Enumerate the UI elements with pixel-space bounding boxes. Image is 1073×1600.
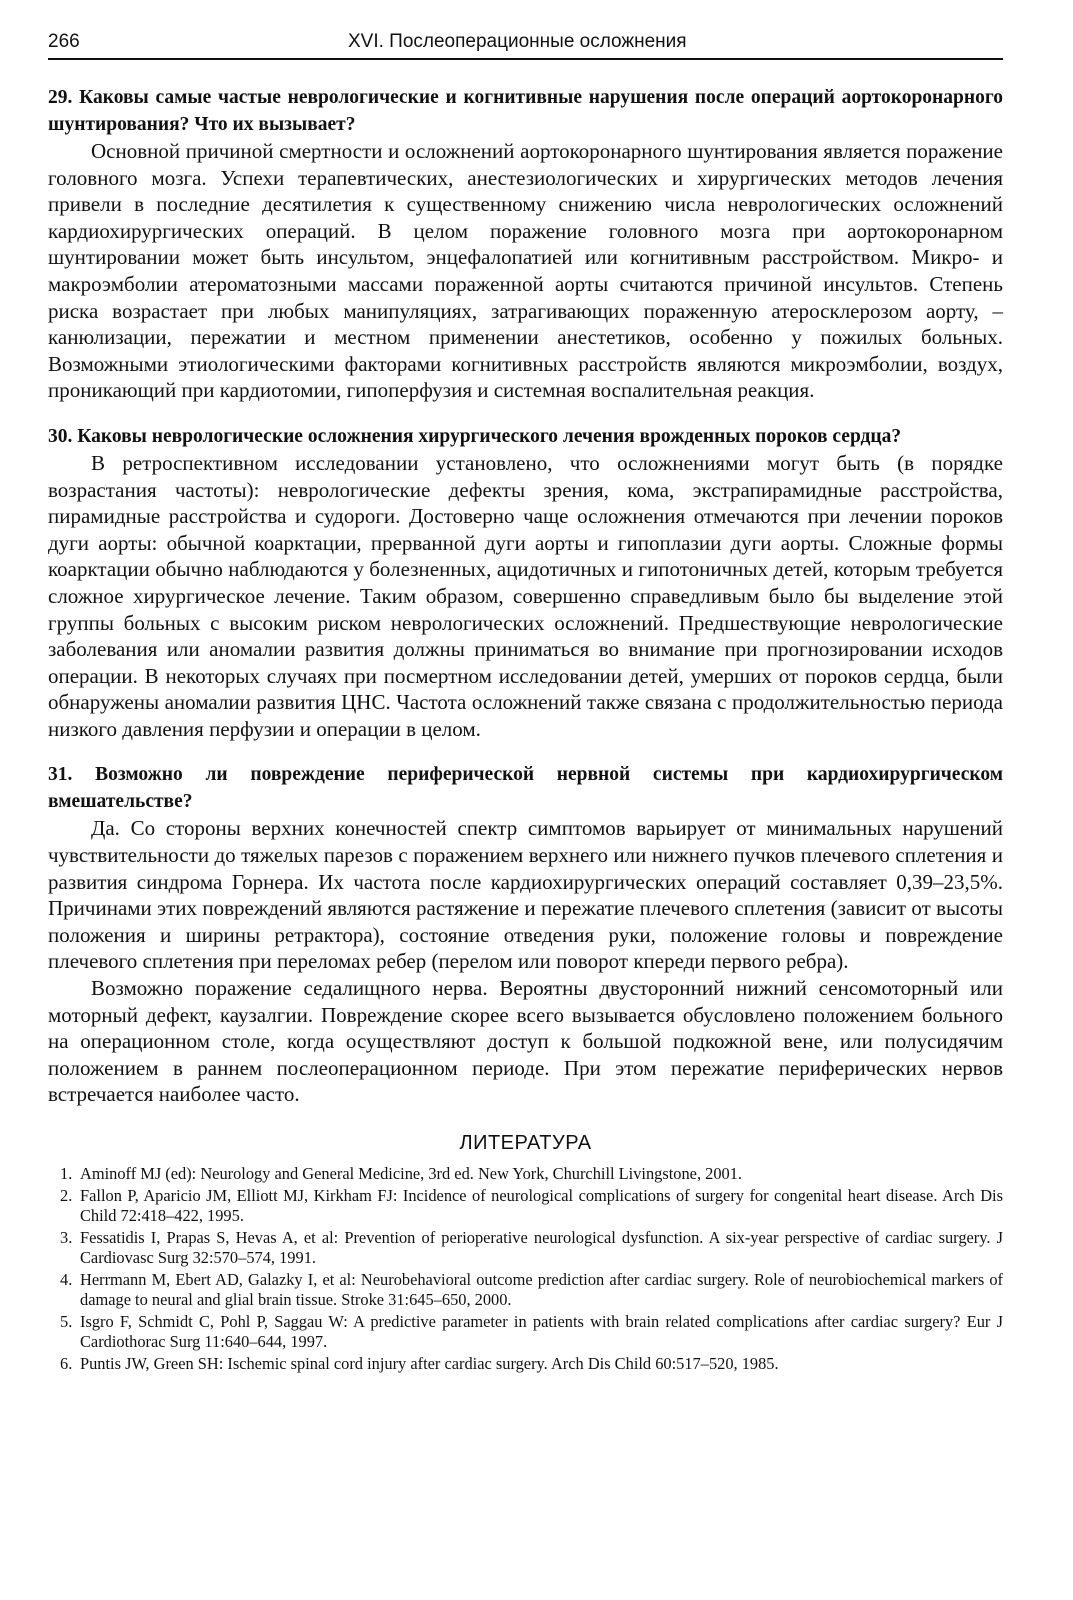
reference-item: [48, 1164, 1003, 1184]
reference-item: [48, 1186, 1003, 1226]
reference-text: Fallon P, Aparicio JM, Elliott MJ, Kirkham FJ: Incidence of neurological complications of surgery for congenital heart disease. Arch Dis Child 72:418–422, 1995.: [80, 1186, 1003, 1225]
question-heading: 30. Каковы неврологические осложнения хирургического лечения врожденных пороков сердца?: [48, 425, 902, 447]
reference-number: 1.: [60, 1164, 73, 1183]
answer-paragraph: Основной причиной смертности и осложнений аортокоронарного шунтирования является поражение головного мозга. Успехи терапевтических, анестезиологических и хирургических методов лечения привели в последние десятилетия к существенному снижению числа неврологических осложнений кардиохирургических операций. В целом поражение головного мозга при аортокоронарном шунтировании может быть инсультом, энцефалопатией или когнитивным расстройством. Микро- и макроэмболии атероматозными массами пораженной аорты считаются причиной инсультов. Степень риска возрастает при любых манипуляциях, затрагивающих пораженную атеросклерозом аорту, – канюлизации, пережатии и местном применении анестетиков, особенно у пожилых больных. Возможными этиологическими факторами когнитивных расстройств являются микроэмболии, воздух, проникающий при кардиотомии, гипоперфузия и системная воспалительная реакция.: [48, 139, 1003, 403]
reference-item: [48, 1270, 1003, 1310]
question-heading: 31. Возможно ли повреждение периферической нервной системы при кардиохирургическом вмешательстве?: [48, 764, 1003, 813]
answer-paragraph: Да. Со стороны верхних конечностей спектр симптомов варьирует от минимальных нарушений чувствительности до тяжелых парезов с поражением верхнего или нижнего пучков плечевого сплетения и развития синдрома Горнера. Их частота после кардиохирургических операций составляет 0,39–23,5%. Причинами этих повреждений являются растяжение и пережатие плечевого сплетения (зависит от высоты положения и ширины ретрактора), состояние отведения руки, положение головы и повреждение плечевого сплетения при переломах ребер (перелом или поворот кпереди первого ребра).: [48, 816, 1003, 974]
reference-item: [48, 1312, 1003, 1352]
page-number: 266: [48, 31, 80, 52]
reference-number: 6.: [60, 1354, 73, 1373]
reference-number: 2.: [60, 1186, 73, 1205]
reference-number: 3.: [60, 1228, 73, 1247]
chapter-title: XVI. Послеоперационные осложнения: [348, 31, 687, 52]
reference-text: Herrmann M, Ebert AD, Galazky I, et al: Neurobehavioral outcome prediction after cardiac surgery. Role of neurobiochemical markers of damage to neural and glial brain tissue. Stroke 31:645–650, 2000.: [80, 1270, 1003, 1309]
running-head: [48, 30, 1003, 60]
answer-paragraph: Возможно поражение седалищного нерва. Вероятны двусторонний нижний сенсомоторный или моторный дефект, каузалгии. Повреждение скорее всего вызывается обусловлено положением больного на операционном столе, когда осуществляют доступ к большой подкожной вене, или полусидячим положением в раннем послеоперационном периоде. При этом пережатие периферических нервов встречается наиболее часто.: [48, 976, 1003, 1107]
reference-number: 5.: [60, 1312, 73, 1331]
reference-text: Aminoff MJ (ed): Neurology and General Medicine, 3rd ed. New York, Churchill Livingstone, 2001.: [80, 1164, 743, 1183]
section-29: [48, 84, 1003, 404]
reference-item: [48, 1228, 1003, 1268]
references-section: [48, 1130, 1003, 1374]
section-30: [48, 423, 1003, 743]
reference-number: 4.: [60, 1270, 73, 1289]
references-list: [48, 1164, 1003, 1374]
question-heading: 29. Каковы самые частые неврологические и когнитивные нарушения после операций аортокоронарного шунтирования? Что их вызывает?: [48, 87, 1003, 135]
reference-text: Puntis JW, Green SH: Ischemic spinal cord injury after cardiac surgery. Arch Dis Child 60:517–520, 1985.: [80, 1354, 779, 1373]
section-31: [48, 761, 1003, 1108]
reference-text: Fessatidis I, Prapas S, Hevas A, et al: Prevention of perioperative neurological dysfunction. A six-year perspective of cardiac surgery. J Cardiovasc Surg 32:570–574, 1991.: [80, 1228, 1003, 1267]
answer-paragraph: В ретроспективном исследовании установлено, что осложнениями могут быть (в порядке возрастания частоты): неврологические дефекты зрения, кома, экстрапирамидные расстройства, пирамидные расстройства и судороги. Достоверно чаще осложнения отмечаются при лечении пороков дуги аорты: обычной коарктации, прерванной дуги аорты и гипоплазии дуги аорты. Сложные формы коарктации обычно наблюдаются у болезненных, ацидотичных и гипотоничных детей, которым требуется сложное хирургическое лечение. Таким образом, совершенно справедливым было бы выделение этой группы больных с высоким риском неврологических осложнений. Предшествующие неврологические заболевания или аномалии развития должны приниматься во внимание при прогнозировании исходов операции. В некоторых случаях при посмертном исследовании детей, умерших от пороков сердца, были обнаружены аномалии развития ЦНС. Частота осложнений также связана с продолжительностью периода низкого давления перфузии и операции в целом.: [48, 450, 1003, 741]
references-title: ЛИТЕРАТУРА: [459, 1132, 592, 1154]
reference-item: [48, 1354, 1003, 1374]
reference-text: Isgro F, Schmidt C, Pohl P, Saggau W: A predictive parameter in patients with brain related complications after cardiac surgery? Eur J Cardiothorac Surg 11:640–644, 1997.: [80, 1312, 1003, 1351]
